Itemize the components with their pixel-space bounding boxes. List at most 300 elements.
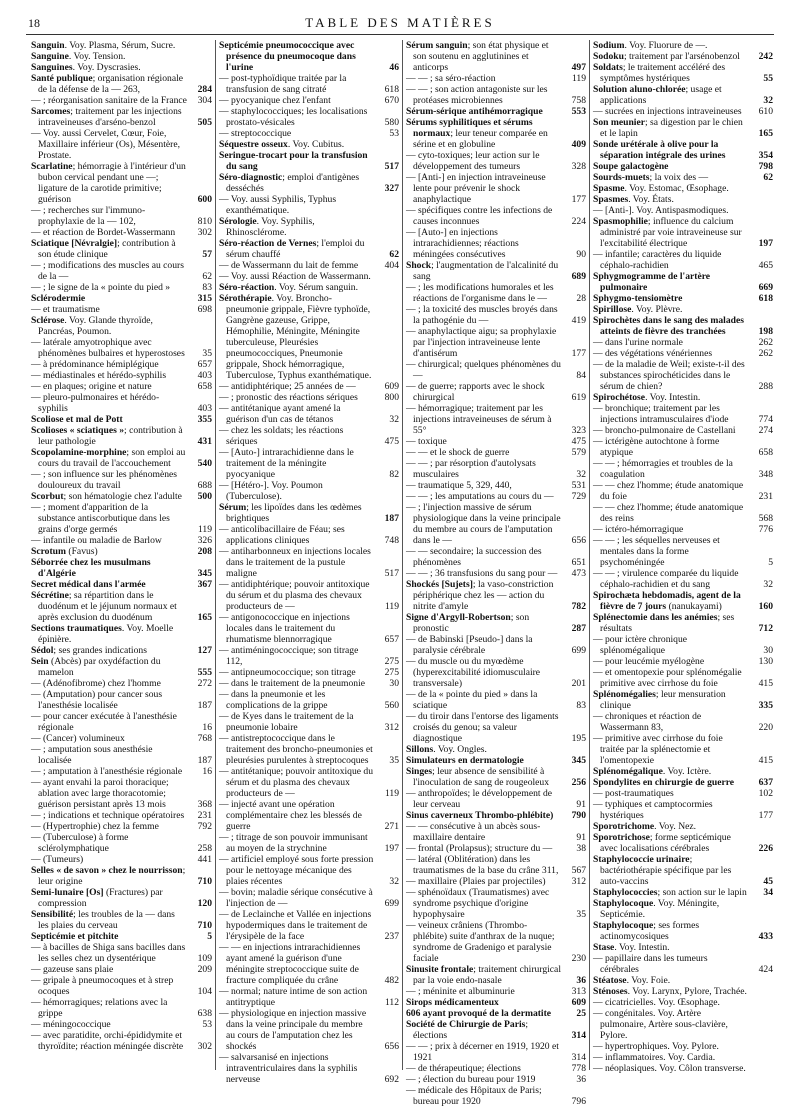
index-entry	[406, 546, 586, 568]
index-entry	[219, 403, 399, 425]
entry-text: Sanguines. Voy. Dyscrasies.	[31, 62, 141, 73]
index-entry	[31, 205, 212, 227]
index-entry	[219, 986, 399, 1008]
entry-text: Spirillose. Voy. Plèvre.	[593, 304, 683, 315]
entry-page-ref: 540	[197, 458, 212, 469]
entry-page-ref: 197	[384, 843, 399, 854]
entry-page-ref: 619	[571, 392, 586, 403]
index-entry	[31, 766, 212, 777]
entry-page-ref: 348	[758, 469, 773, 480]
index-entry	[219, 689, 399, 711]
entry-page-ref: 710	[197, 876, 212, 887]
entry-text: — antigonococcique en injections locales dans le traitement du rhumatisme blennorragique	[219, 612, 350, 645]
index-entry	[219, 579, 399, 612]
entry-page-ref: 46	[389, 62, 399, 73]
index-entry	[31, 997, 212, 1019]
entry-page-ref: 16	[202, 722, 212, 733]
entry-text: — antitétanique ayant amené la guérison d'un cas de tétanos	[219, 403, 341, 425]
entry-text: Septicémie et pitchite	[31, 931, 119, 942]
entry-page-ref: 465	[758, 260, 773, 271]
index-entry	[406, 458, 586, 480]
entry-text: — néoplasiques. Voy. Côlon transverse.	[593, 1063, 746, 1074]
index-entry	[593, 590, 773, 612]
entry-page-ref: 83	[576, 700, 586, 711]
entry-page-ref: 692	[384, 1074, 399, 1085]
entry-page-ref: 201	[571, 678, 586, 689]
index-entry	[406, 502, 586, 546]
entry-page-ref: 768	[197, 733, 212, 744]
index-entry	[31, 381, 212, 392]
entry-text: — maxillaire (Plaies par projectiles)	[406, 876, 546, 887]
entry-page-ref: 669	[758, 282, 773, 293]
index-entry	[593, 568, 773, 590]
entry-text: Sérum; les lipoïdes dans les œdèmes brightiques	[219, 502, 362, 524]
entry-text: — broncho-pulmonaire de Castellani	[593, 425, 736, 436]
entry-text: — toxique	[406, 436, 447, 447]
index-entry	[593, 634, 773, 656]
entry-text: Spirochétose. Voy. Intestin.	[593, 392, 701, 403]
index-entry	[406, 106, 586, 117]
index-entry	[406, 766, 586, 788]
index-entry	[219, 150, 399, 172]
entry-text: — ; la toxicité des muscles broyés dans la pathogénie du —	[406, 304, 558, 326]
index-entry	[406, 887, 586, 920]
index-entry	[406, 260, 586, 282]
index-entry	[406, 689, 586, 711]
entry-page-ref: 327	[384, 183, 399, 194]
entry-page-ref: 284	[197, 84, 212, 95]
entry-page-ref: 237	[384, 931, 399, 942]
entry-text: Sein (Abcès) par oxydéfaction du mamelon	[31, 656, 161, 678]
entry-page-ref: 5	[768, 557, 773, 568]
entry-page-ref: 16	[202, 766, 212, 777]
index-entry	[219, 667, 399, 678]
index-entry	[31, 744, 212, 766]
index-entry	[593, 51, 773, 62]
entry-text: Selles « de savon » chez le nourrisson; leur origine	[31, 865, 186, 887]
index-entry	[593, 535, 773, 568]
index-entry	[593, 304, 773, 315]
entry-text: Shock; l'augmentation de l'alcalinité du sang	[406, 260, 559, 282]
index-entry	[593, 854, 773, 887]
index-entry	[31, 535, 212, 546]
entry-text: — de Wassermann du lait de femme	[219, 260, 359, 271]
entry-text: Santé publique; organisation régionale de la défense de la — 263,	[31, 73, 183, 95]
entry-text: — à prédominance hémiplégique	[31, 359, 159, 370]
entry-text: — ; l'injection massive de sérum physiologique dans la veine principale du membre au cours de l'amputation dans le —	[406, 502, 561, 546]
entry-page-ref: 165	[758, 128, 773, 139]
entry-page-ref: 25	[576, 1008, 586, 1019]
entry-page-ref: 102	[758, 788, 773, 799]
index-entry	[406, 1041, 586, 1063]
index-entry	[219, 480, 399, 502]
entry-page-ref: 335	[758, 700, 773, 711]
entry-page-ref: 109	[197, 953, 212, 964]
index-entry	[593, 337, 773, 348]
entry-page-ref: 475	[384, 436, 399, 447]
index-entry	[219, 447, 399, 480]
index-column-3	[402, 40, 589, 1107]
entry-text: Sérothérapie. Voy. Broncho-pneumonie grippale, Fièvre typhoïde, Gangrène gazeuse, Grippe, Hémophilie, Méningite, Méningite tuberculeuse, Pleurésies pneumococciques, Pneumonie grippale, Shock hémorragique, Tuberculose, Typhus exanthématique.	[219, 293, 372, 381]
entry-text: Scoliose et mal de Pott	[31, 414, 123, 425]
index-entry	[31, 931, 212, 942]
entry-page-ref: 119	[384, 601, 399, 612]
index-column-4	[589, 40, 776, 1074]
entry-page-ref: 609	[384, 381, 399, 392]
entry-text: — ; recherches sur l'immuno-prophylaxie de la — 102,	[31, 205, 146, 227]
entry-text: — de Kyes dans le traitement de la pneumonie lobaire	[219, 711, 354, 733]
entry-text: — — ; 36 transfusions du sang pour —	[406, 568, 558, 579]
entry-page-ref: 670	[384, 95, 399, 106]
entry-text: — Voy. aussi Syphilis, Typhus exanthématique.	[219, 194, 337, 216]
entry-text: — Voy. aussi Cervelet, Cœur, Foie, Maxillaire inférieur (Os), Mésentère, Prostate.	[31, 128, 180, 161]
entry-text: — cicatricielles. Voy. Œsophage.	[593, 997, 720, 1008]
index-entry	[219, 271, 399, 282]
entry-text: — — ; son action antagoniste sur les protéases microbiennes	[406, 84, 548, 106]
index-entry	[406, 711, 586, 744]
entry-text: Sinus caverneux Thrombo-phlébite)	[406, 810, 554, 821]
entry-text: — de la maladie de Weil; existe-t-il des substances spirochéticides dans le sérum de chien?	[593, 359, 745, 392]
entry-page-ref: 177	[571, 194, 586, 205]
index-entry	[219, 238, 399, 260]
entry-text: Singes; leur absence de sensibilité à l'inoculation de sang de rougeoleux	[406, 766, 550, 788]
entry-text: — veineux crâniens (Thrombo-phlébite) suite d'anthrax de la nuque; syndrome de Gradenigo et paralysie faciale	[406, 920, 555, 964]
entry-page-ref: 314	[571, 1030, 586, 1041]
index-entry	[406, 1063, 586, 1074]
entry-text: Séro-réaction. Voy. Sérum sanguin.	[219, 282, 359, 293]
entry-text: — chez les soldats; les réactions sériques	[219, 425, 344, 447]
entry-text: — normal; nature intime de son action antitryptique	[219, 986, 368, 1008]
index-entry	[593, 348, 773, 359]
entry-page-ref: 119	[571, 73, 586, 84]
entry-text: — pour leucémie myélogène	[593, 656, 705, 667]
entry-text: — ; amputation à l'anesthésie régionale	[31, 766, 183, 777]
entry-text: — en plaques; origine et nature	[31, 381, 152, 392]
entry-text: Spirochètes dans le sang des malades atteints de fièvre des tranchées	[593, 315, 744, 337]
entry-page-ref: 555	[197, 667, 212, 678]
index-entry	[219, 612, 399, 645]
entry-page-ref: 91	[576, 799, 586, 810]
index-entry	[593, 403, 773, 425]
entry-page-ref: 30	[763, 645, 773, 656]
index-entry	[593, 249, 773, 271]
entry-page-ref: 560	[384, 700, 399, 711]
entry-text: Sérums syphilitiques et sérums normaux; leur teneur comparée en sérine et en globuline	[406, 117, 548, 150]
entry-text: — ; amputation sous anesthésie localisée	[31, 744, 153, 766]
entry-page-ref: 658	[197, 381, 212, 392]
entry-page-ref: 209	[197, 964, 212, 975]
entry-text: — congénitales. Voy. Artère pulmonaire, Artère sous-clavière, Pylore.	[593, 1008, 728, 1041]
index-entry	[593, 139, 773, 161]
index-entry	[31, 865, 212, 887]
index-entry	[593, 480, 773, 502]
entry-page-ref: 748	[384, 535, 399, 546]
entry-page-ref: 689	[571, 271, 586, 282]
index-entry	[219, 425, 399, 447]
entry-page-ref: 441	[197, 854, 212, 865]
entry-page-ref: 403	[197, 370, 212, 381]
entry-text: Semi-lunaire [Os] (Fractures) par compression	[31, 887, 163, 909]
index-entry	[593, 1041, 773, 1052]
entry-text: — du muscle ou du myœdème (hyperexcitabilité idiomusculaire transversale)	[406, 656, 541, 689]
index-entry	[593, 359, 773, 392]
entry-page-ref: 314	[571, 1052, 586, 1063]
entry-page-ref: 45	[763, 876, 773, 887]
entry-page-ref: 32	[576, 469, 586, 480]
index-entry	[31, 51, 212, 62]
entry-page-ref: 53	[202, 1019, 212, 1030]
index-entry	[219, 645, 399, 667]
entry-text: — ; élection du bureau pour 1919	[406, 1074, 536, 1085]
index-entry	[406, 579, 586, 612]
entry-text: — ; moment d'apparition de la substance antiscorbutique dans les grains d'orge germés	[31, 502, 170, 535]
entry-page-ref: 32	[763, 579, 773, 590]
index-entry	[406, 634, 586, 656]
entry-page-ref: 473	[571, 568, 586, 579]
entry-text: Spasmophilie; influence du calcium administré par voie intraveineuse sur l'excitabilité électrique	[593, 216, 742, 249]
entry-text: — médicale des Hôpitaux de Paris; bureau pour 1920	[406, 1085, 542, 1107]
entry-text: Splénectomie dans les anémies; ses résultats	[593, 612, 735, 634]
entry-page-ref: 637	[758, 777, 773, 788]
entry-text: — Voy. aussi Réaction de Wassermann.	[219, 271, 371, 282]
entry-text: — — secondaire; la succession des phénomènes	[406, 546, 542, 568]
entry-text: — antiméningococcique; son titrage 112,	[219, 645, 359, 667]
entry-page-ref: 230	[571, 953, 586, 964]
index-entry	[406, 810, 586, 821]
entry-text: — primitive avec cirrhose du foie traitée par la splénectomie et l'omentopexie	[593, 733, 723, 766]
entry-text: — traumatique 5, 329, 440,	[406, 480, 512, 491]
entry-page-ref: 658	[758, 447, 773, 458]
index-entry	[31, 579, 212, 590]
index-entry	[219, 282, 399, 293]
entry-text: — gazeuse sans plaie	[31, 964, 114, 975]
entry-text: — (Adénofibrome) chez l'homme	[31, 678, 161, 689]
index-entry	[406, 744, 586, 755]
entry-text: Sensibilité; les troubles de la — dans les plaies du cerveau	[31, 909, 175, 931]
index-entry	[406, 612, 586, 634]
entry-text: Soupe galactogène	[593, 161, 669, 172]
entry-text: Spasmes. Voy. États.	[593, 194, 674, 205]
entry-text: — pour cancer exécutée à l'anesthésie régionale	[31, 711, 177, 733]
entry-page-ref: 800	[384, 392, 399, 403]
entry-text: — ; indications et technique opératoires	[31, 810, 185, 821]
entry-page-ref: 127	[197, 645, 212, 656]
entry-page-ref: 326	[197, 535, 212, 546]
entry-text: — antidiphtérique; 25 années de —	[219, 381, 356, 392]
index-entry	[593, 502, 773, 524]
entry-page-ref: 656	[571, 535, 586, 546]
entry-text: — — ; par résorption d'autolysats musculaires	[406, 458, 536, 480]
index-entry	[219, 216, 399, 238]
entry-text: Sonde urétérale à olive pour la séparation intégrale des urines	[593, 139, 726, 161]
index-entry	[219, 942, 399, 986]
index-entry	[593, 986, 773, 997]
index-entry	[406, 282, 586, 304]
entry-page-ref: 224	[571, 216, 586, 227]
entry-page-ref: 792	[197, 821, 212, 832]
entry-text: Staphylococcie urinaire; bactériothérapie spécifique par les auto-vaccins	[593, 854, 732, 887]
entry-text: Solution aluno-chlorée; usage et applications	[593, 84, 722, 106]
index-entry	[31, 161, 212, 205]
entry-page-ref: 82	[389, 469, 399, 480]
entry-text: — des végétations vénériennes	[593, 348, 713, 359]
entry-text: Secret médical dans l'armée	[31, 579, 146, 590]
entry-page-ref: 618	[384, 84, 399, 95]
entry-page-ref: 517	[384, 568, 399, 579]
entry-text: Séborrée chez les musulmans d'Algérie	[31, 557, 151, 579]
entry-text: Séquestre osseux. Voy. Cubitus.	[219, 139, 345, 150]
entry-page-ref: 712	[758, 623, 773, 634]
index-entry	[31, 293, 212, 304]
index-entry	[31, 315, 212, 337]
index-entry	[219, 1008, 399, 1052]
index-entry	[31, 40, 212, 51]
index-entry	[406, 326, 586, 359]
index-entry	[406, 205, 586, 227]
entry-text: Sirops médicamenteux	[406, 997, 499, 1008]
entry-text: — [Anti-] en injection intraveineuse lente pour prévenir le shock anaphylactique	[406, 172, 546, 205]
entry-text: — antipneumococcique; son titrage	[219, 667, 356, 678]
entry-text: — ictérigène autochtone à forme atypique	[593, 436, 720, 458]
index-entry	[406, 986, 586, 997]
entry-page-ref: 90	[576, 249, 586, 260]
entry-page-ref: 600	[197, 194, 212, 205]
index-entry	[406, 172, 586, 205]
index-entry	[406, 40, 586, 73]
entry-text: — ; modifications des muscles au cours de la —	[31, 260, 184, 282]
index-entry	[219, 392, 399, 403]
index-entry	[593, 315, 773, 337]
entry-text: — streptococcique	[219, 128, 292, 139]
entry-text: Sérum sanguin; son état physique et son soutenu en agglutinines et anticorps	[406, 40, 549, 73]
index-entry	[31, 227, 212, 238]
index-entry	[31, 282, 212, 293]
index-entry	[31, 491, 212, 502]
entry-text: Sarcomes; traitement par les injections intraveineuses d'arséno-benzol	[31, 106, 182, 128]
entry-text: — gripale à pneumocoques et à strep ocoques	[31, 975, 174, 997]
entry-text: Sphygmogramme de l'artère pulmonaire	[593, 271, 711, 293]
entry-text: Splénomégalies; leur mensuration clinique	[593, 689, 726, 711]
entry-page-ref: 580	[384, 117, 399, 128]
entry-page-ref: 275	[384, 656, 399, 667]
entry-page-ref: 165	[197, 612, 212, 623]
index-entry	[31, 238, 212, 260]
entry-page-ref: 475	[571, 436, 586, 447]
index-entry	[593, 194, 773, 205]
entry-text: Sanguine. Voy. Tension.	[31, 51, 126, 62]
entry-text: Stéatose. Voy. Foie.	[593, 975, 671, 986]
entry-text: — — consécutive à un abcès sous-maxillaire dentaire	[406, 821, 541, 843]
entry-text: Sporotrichose; forme septicémique avec localisations cérébrales	[593, 832, 731, 854]
entry-page-ref: 177	[571, 348, 586, 359]
index-entry	[593, 656, 773, 667]
index-entry	[31, 370, 212, 381]
index-entry	[31, 392, 212, 414]
entry-text: — de Leclainche et Vallée en injections hypodermiques dans le traitement de l'érysipèle de la face	[219, 909, 372, 942]
entry-page-ref: 415	[758, 678, 773, 689]
index-entry	[406, 843, 586, 854]
entry-page-ref: 104	[197, 986, 212, 997]
entry-page-ref: 55	[763, 73, 773, 84]
entry-text: — spécifiques contre les infections de causes inconnues	[406, 205, 553, 227]
index-entry	[593, 733, 773, 766]
index-entry	[593, 898, 773, 920]
entry-page-ref: 368	[197, 799, 212, 810]
index-entry	[31, 810, 212, 821]
entry-page-ref: 482	[384, 975, 399, 986]
entry-text: Scorbut; son hématologie chez l'adulte	[31, 491, 182, 502]
entry-page-ref: 345	[571, 755, 586, 766]
index-entry	[31, 832, 212, 854]
entry-text: Soldats; le traitement accéléré des symptômes hystériques	[593, 62, 726, 84]
index-entry	[31, 733, 212, 744]
entry-page-ref: 35	[202, 348, 212, 359]
entry-page-ref: 517	[384, 161, 399, 172]
index-entry	[406, 1008, 586, 1019]
entry-text: Staphylocoque. Voy. Méningite, Septicémie.	[593, 898, 720, 920]
entry-text: — anthropoïdes; le développement de leur cerveau	[406, 788, 552, 810]
entry-text: — et traumatisme	[31, 304, 100, 315]
entry-page-ref: 35	[576, 909, 586, 920]
entry-page-ref: 256	[571, 777, 586, 788]
index-entry	[406, 304, 586, 326]
entry-text: Staphylococcies; son action sur le lapin	[593, 887, 747, 898]
entry-text: — papillaire dans les tumeurs cérébrales	[593, 953, 708, 975]
index-entry	[406, 359, 586, 381]
index-entry	[31, 260, 212, 282]
entry-text: — — ; les séquelles nerveuses et mentales dans la forme psychoméningée	[593, 535, 720, 568]
entry-page-ref: 160	[758, 601, 773, 612]
entry-page-ref: 758	[571, 95, 586, 106]
index-entry	[219, 854, 399, 887]
entry-page-ref: 776	[758, 524, 773, 535]
entry-page-ref: 367	[197, 579, 212, 590]
entry-page-ref: 288	[758, 381, 773, 392]
entry-text: — anticolibacillaire de Féau; ses applications cliniques	[219, 524, 345, 546]
entry-text: — — ; hémorragies et troubles de la coagulation	[593, 458, 733, 480]
entry-page-ref: 35	[389, 755, 399, 766]
entry-text: — injecté avant une opération complémentaire chez les blessés de guerre	[219, 799, 362, 832]
entry-page-ref: 312	[384, 722, 399, 733]
index-entry	[219, 194, 399, 216]
entry-page-ref: 688	[197, 480, 212, 491]
index-entry	[31, 447, 212, 469]
entry-text: Signe d'Argyll-Robertson; son pronostic	[406, 612, 530, 634]
index-entry	[593, 920, 773, 942]
index-entry	[593, 887, 773, 898]
index-entry	[31, 777, 212, 810]
index-entry	[593, 821, 773, 832]
entry-text: — inflammatoires. Voy. Cardia.	[593, 1052, 716, 1063]
index-entry	[31, 73, 212, 95]
index-entry	[219, 172, 399, 194]
index-entry	[31, 95, 212, 106]
entry-page-ref: 262	[758, 348, 773, 359]
index-entry	[593, 40, 773, 51]
index-entry	[219, 1052, 399, 1085]
entry-page-ref: 500	[197, 491, 212, 502]
entry-text: — sucrées en injections intraveineuses	[593, 106, 742, 117]
entry-page-ref: 287	[571, 623, 586, 634]
entry-text: — frontal (Prolapsus); structure du —	[406, 843, 553, 854]
entry-text: Spondylites en chirurgie de guerre	[593, 777, 735, 788]
entry-text: — sphénoïdaux (Traumatismes) avec syndrome psychique d'origine hypophysaire	[406, 887, 550, 920]
entry-page-ref: 328	[571, 161, 586, 172]
index-entry	[406, 73, 586, 84]
entry-text: Sclérose. Voy. Glande thyroïde, Pancréas, Poumon.	[31, 315, 153, 337]
index-entry	[593, 271, 773, 293]
index-entry	[406, 84, 586, 106]
